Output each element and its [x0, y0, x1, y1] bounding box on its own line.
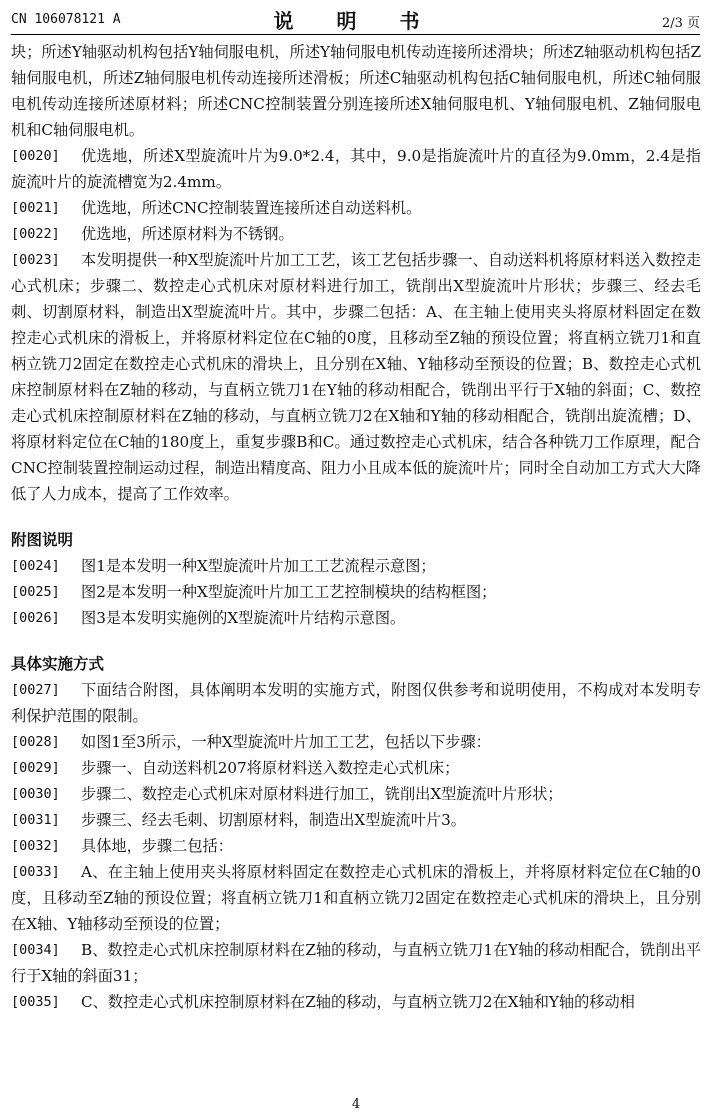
page-info: 2/3 页: [661, 16, 700, 31]
paragraph-number: [0026]: [11, 610, 60, 626]
document-body: [11, 39, 701, 1015]
paragraph: [11, 833, 701, 859]
paragraph-text: 优选地，所述原材料为不锈钢。: [81, 225, 294, 243]
paragraph-number: [0030]: [11, 786, 60, 802]
paragraph-number: [0023]: [11, 252, 60, 268]
paragraph-text: 本发明提供一种X型旋流叶片加工工艺，该工艺包括步骤一、自动送料机将原材料送入数控走心式机床；步骤二、数控走心式机床对原材料进行加工，铣削出X型旋流叶片形状；步骤三、经去毛刺、切割原材料，制造出X型旋流叶片。其中，步骤二包括：A、在主轴上使用夹头将原材料固定在数控走心式机床的滑板上，并将原材料定位在C轴的0度，且移动至Z轴的预设位置；将直柄立铣刀1和直柄立铣刀2固定在数控走心式机床的滑块上，且分别在X轴、Y轴移动至预设的位置；B、数控走心式机床控制原材料在Z轴的移动，与直柄立铣刀1在Y轴的移动相配合，铣削出平行于X轴的斜面；C、数控走心式机床控制原材料在Z轴的移动，与直柄立铣刀2在X轴和Y轴的移动相配合，铣削出旋流槽；D、将原材料定位在C轴的180度上，重复步骤B和C。通过数控走心式机床，结合各种铣刀工作原理，配合CNC控制装置控制运动过程，制造出精度高、阻力小且成本低的旋流叶片；同时全自动加工方式大大降低了人力成本，提高了工作效率。: [11, 251, 701, 503]
paragraph: [11, 195, 701, 221]
paragraph: [11, 755, 701, 781]
paragraph-number: [0025]: [11, 584, 60, 600]
paragraph: [11, 143, 701, 195]
paragraph: [11, 247, 701, 507]
section-heading-figures: 附图说明: [11, 531, 74, 549]
paragraph-text: 图1是本发明一种X型旋流叶片加工工艺流程示意图；: [81, 557, 436, 575]
paragraph-number: [0031]: [11, 812, 60, 828]
paragraph-number: [0032]: [11, 838, 60, 854]
paragraph-number: [0029]: [11, 760, 60, 776]
paragraph-text: 如图1至3所示，一种X型旋流叶片加工工艺，包括以下步骤：: [81, 733, 491, 751]
paragraph-number: [0021]: [11, 200, 60, 216]
paragraph-text: 步骤二、数控走心式机床对原材料进行加工，铣削出X型旋流叶片形状；: [81, 785, 563, 803]
section-heading-embodiment: 具体实施方式: [11, 655, 105, 673]
paragraph: [11, 677, 701, 729]
paragraph-text: 图2是本发明一种X型旋流叶片加工工艺控制模块的结构框图；: [81, 583, 497, 601]
paragraph-group-summary: [11, 143, 701, 507]
paragraph-number: [0033]: [11, 864, 60, 880]
paragraph: [11, 605, 701, 631]
paragraph-number: [0027]: [11, 682, 60, 698]
paragraph-text: A、在主轴上使用夹头将原材料固定在数控走心式机床的滑板上，并将原材料定位在C轴的0度，且移动至Z轴的预设位置；将直柄立铣刀1和直柄立铣刀2固定在数控走心式机床的滑块上，且分别在X轴、Y轴移动至预设的位置；: [11, 863, 701, 933]
paragraph-text: 优选地，所述CNC控制装置连接所述自动送料机。: [81, 199, 422, 217]
paragraph-text: C、数控走心式机床控制原材料在Z轴的移动，与直柄立铣刀2在X轴和Y轴的移动相: [81, 993, 635, 1011]
paragraph-text: 图3是本发明实施例的X型旋流叶片结构示意图。: [81, 609, 406, 627]
paragraph: [11, 937, 701, 989]
paragraph-number: [0024]: [11, 558, 60, 574]
paragraph: [11, 221, 701, 247]
continued-paragraph: 块；所述Y轴驱动机构包括Y轴伺服电机，所述Y轴伺服电机传动连接所述滑块；所述Z轴驱动机构包括Z轴伺服电机，所述Z轴伺服电机传动连接所述滑板；所述C轴驱动机构包括C轴伺服电机，所述C轴伺服电机传动连接所述原材料；所述CNC控制装置分别连接所述X轴伺服电机、Y轴伺服电机、Z轴伺服电机和C轴伺服电机。: [11, 43, 701, 139]
publication-number: CN 106078121 A: [11, 12, 121, 27]
paragraph-number: [0022]: [11, 226, 60, 242]
paragraph-group-embodiment: [11, 677, 701, 1015]
paragraph-text: 具体地，步骤二包括：: [81, 837, 233, 855]
paragraph-text: 优选地，所述X型旋流叶片为9.0*2.4，其中，9.0是指旋流叶片的直径为9.0mm，2.4是指旋流叶片的旋流槽宽为2.4mm。: [11, 147, 701, 191]
paragraph-number: [0020]: [11, 148, 60, 164]
paragraph-number: [0035]: [11, 994, 60, 1010]
paragraph-text: 步骤一、自动送料机207将原材料送入数控走心式机床；: [81, 759, 460, 777]
paragraph: [11, 579, 701, 605]
paragraph: [11, 553, 701, 579]
paragraph-group-figures: [11, 553, 701, 631]
paragraph-text: B、数控走心式机床控制原材料在Z轴的移动，与直柄立铣刀1在Y轴的移动相配合，铣削出平行于X轴的斜面31；: [11, 941, 701, 985]
paragraph-number: [0034]: [11, 942, 60, 958]
paragraph: [11, 729, 701, 755]
paragraph: [11, 859, 701, 937]
paragraph-text: 下面结合附图，具体阐明本发明的实施方式，附图仅供参考和说明使用，不构成对本发明专利保护范围的限制。: [11, 681, 701, 725]
paragraph-number: [0028]: [11, 734, 60, 750]
paragraph: [11, 781, 701, 807]
paragraph: [11, 989, 701, 1015]
paragraph: [11, 807, 701, 833]
page-number: 4: [351, 1097, 361, 1112]
document-title: 说 明 书: [273, 9, 438, 33]
paragraph-text: 步骤三、经去毛刺、切割原材料，制造出X型旋流叶片3。: [81, 811, 466, 829]
page-header: [11, 4, 700, 35]
